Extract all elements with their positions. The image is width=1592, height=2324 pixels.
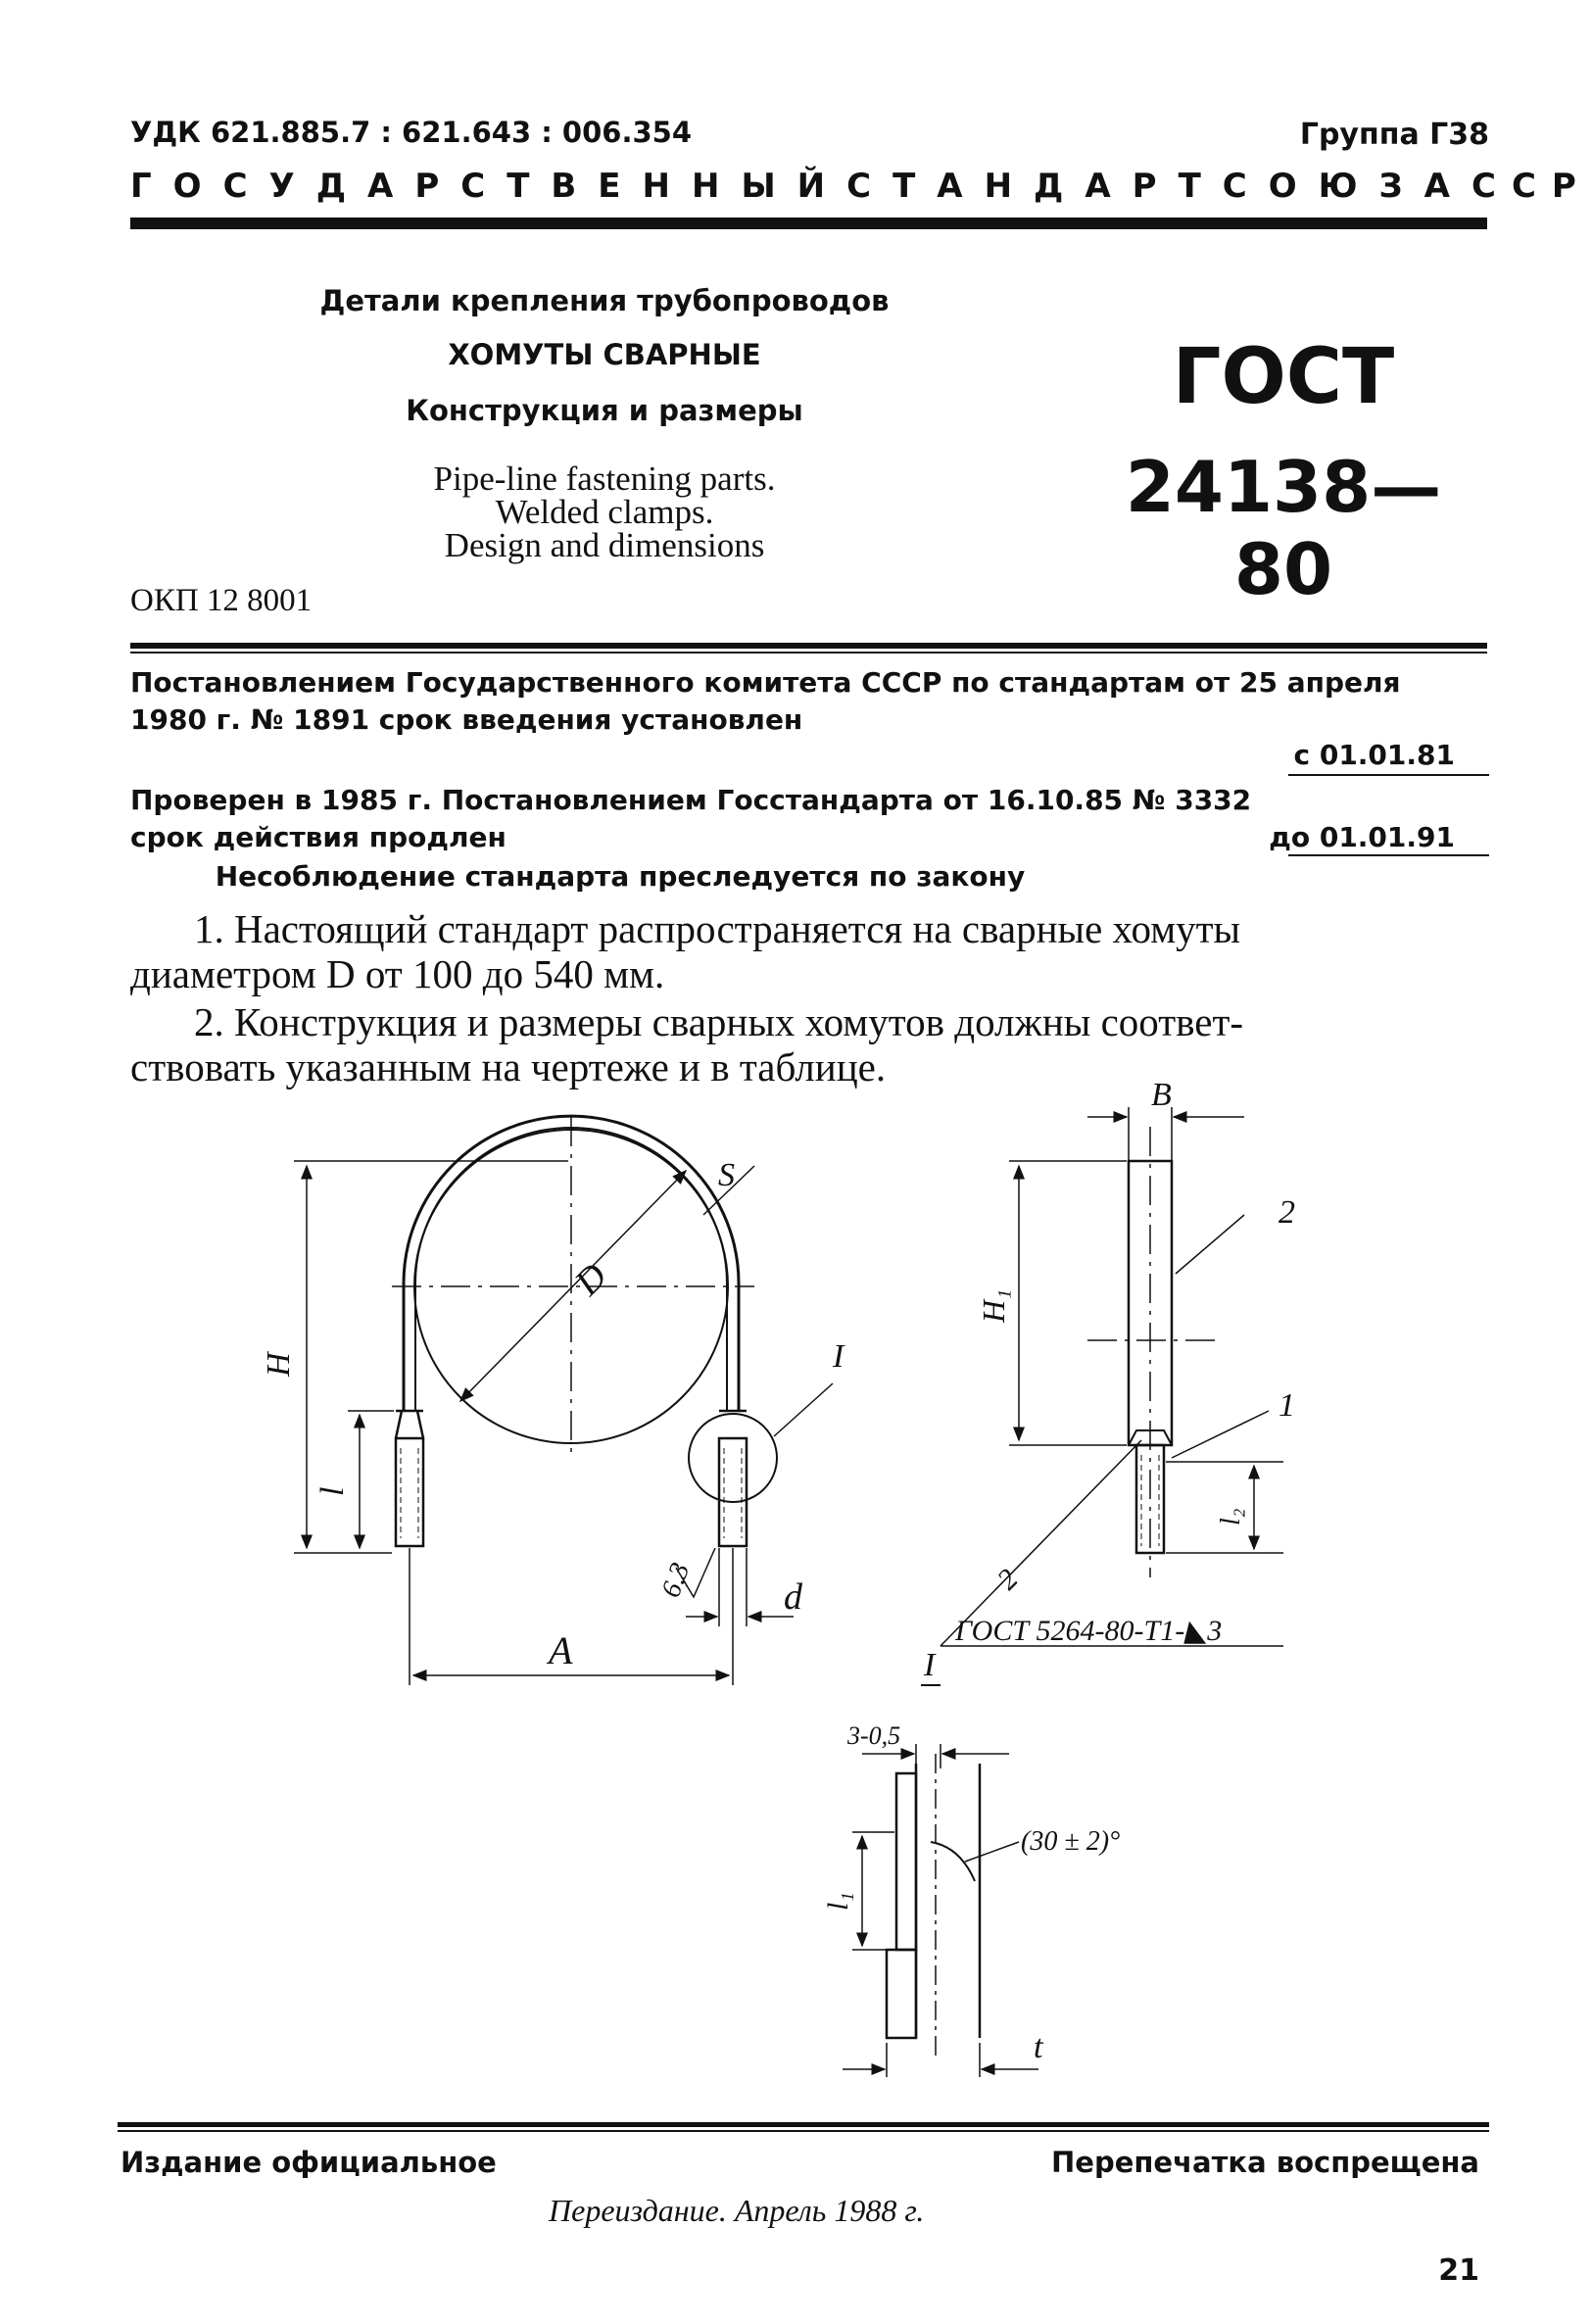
title-line-1: Детали крепления трубопроводов [319,284,890,317]
decree-line-2: 1980 г. № 1891 срок введения установлен [130,703,803,736]
reprint-prohibited: Перепечатка воспрещена [1051,2146,1479,2179]
part-2-weld-label: 2 [990,1563,1025,1597]
detail-plate [896,1773,916,1950]
title-line-3: Конструкция и размеры [406,394,803,427]
page-number: 21 [1438,2253,1479,2288]
group-code: Группа Г38 [1299,118,1489,152]
dim-H-label: H [261,1352,297,1377]
detail-circle [689,1414,777,1502]
dim-3-05-label: 3-0,5 [847,1721,901,1750]
date-introduced: с 01.01.81 [1293,739,1455,771]
part-2-label: 2 [1278,1194,1295,1231]
part-1-label: 1 [1278,1387,1295,1424]
dim-t-label: t [1034,2029,1043,2065]
title-line-2: ХОМУТЫ СВАРНЫЕ [448,338,761,371]
paragraph-1-line-2: диаметром D от 100 до 540 мм. [130,951,665,996]
paragraph-2-line-2: ствовать указанным на чертеже и в таблице. [130,1044,887,1089]
law-notice: Несоблюдение стандарта преследуется по закону [215,860,1026,893]
footer-rule-thick [118,2122,1489,2127]
check-line-2: срок действия продлен [130,821,507,853]
dim-l2-label: l₂ [1216,1508,1246,1525]
angle-label: (30 ± 2)° [1021,1826,1121,1857]
banner-word-1: ГОСУДАРСТВЕННЫЙ [130,167,847,206]
detail-title-label: I [924,1647,936,1683]
dim-l-label: l [314,1486,351,1496]
detail-pipe-end [887,1950,916,2038]
dim-B-label: B [1151,1077,1172,1113]
english-title-1: Pipe-line fastening parts. [433,460,776,498]
official-edition: Издание официальное [121,2146,497,2179]
decree-line-1: Постановлением Государственного комитета СССР по стандартам от 25 апреля [130,666,1401,699]
weld-callout-label: ГОСТ 5264-80-Т1-◣3 [955,1615,1223,1647]
english-title-2: Welded clamps. [495,493,714,531]
footer-rule-thin [118,2130,1489,2132]
banner-word-2: СТАНДАРТ [846,167,1223,206]
english-title-3: Design and dimensions [444,526,765,564]
right-threaded-end [719,1438,747,1546]
check-line-1: Проверен в 1985 г. Постановлением Госстандарта от 16.10.85 № 3332 [130,784,1252,816]
dim-S-label: S [718,1157,735,1193]
dim-l1-label: l₁ [822,1892,854,1911]
reissue-note: Переиздание. Апрель 1988 г. [549,2193,925,2228]
dim-H1-label: H₁ [976,1288,1011,1323]
dim-A-label: A [549,1628,573,1672]
banner-word-3: СОЮЗА [1222,167,1471,206]
udk-code: УДК 621.885.7 : 621.643 : 006.354 [130,116,693,149]
banner-word-4: ССР [1471,167,1592,206]
detail-ref-label: I [833,1338,844,1375]
dim-D-label: D [566,1255,615,1304]
gost-label: ГОСТ [1172,333,1395,421]
date-extended: до 01.01.91 [1269,821,1455,853]
okp-code: ОКП 12 8001 [130,583,313,618]
paragraph-2-line-1: 2. Конструкция и размеры сварных хомутов должны соответ- [194,999,1244,1044]
gost-number: 24138—80 [1125,446,1442,610]
roughness-label: 6,3 [655,1558,697,1602]
dim-d-label: d [784,1576,802,1618]
left-threaded-end [396,1438,423,1546]
paragraph-1-line-1: 1. Настоящий стандарт распространяется на сварные хомуты [194,906,1241,951]
